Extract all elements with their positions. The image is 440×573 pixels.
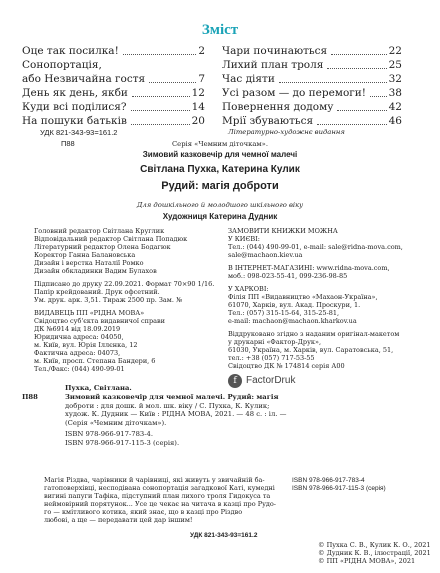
illustrator: Художниця Катерина Дудник [162, 212, 278, 221]
toc-item-title: або Незвичайна гостя [22, 73, 146, 85]
book-subtitle: Зимовий казковечір для чемної малечі [142, 150, 298, 159]
catalog-udk-footer: УДК 821-343-93=161.2 [190, 532, 258, 539]
toc-item [22, 59, 205, 72]
toc-item-page: 14 [191, 101, 205, 113]
toc-item [22, 73, 205, 86]
publisher-line: ДК №6914 від 18.09.2019 [34, 325, 121, 333]
order-line: Тел.: (044) 490-99-01, e-mail: sale@ridna-mova.com, [228, 243, 403, 251]
toc-item-title: Повернення додому [222, 101, 334, 113]
book-title: Рудий: магія доброти [161, 180, 279, 192]
toc-item-page: 25 [388, 59, 402, 71]
annotation-line: Магія Різдва, чарівники й чарівниці, які живуть у звичайній ба- [44, 476, 265, 484]
toc-item-title: Час діяти [222, 73, 275, 85]
copyright-line: © ПП «РІДНА МОВА», 2021 [318, 557, 416, 565]
toc-item-title: Усі разом — до перемоги! [222, 87, 367, 99]
order-line: У ХАРКОВІ: [228, 285, 269, 293]
print-line: Папір крейдований. Друк офсетний. [34, 288, 160, 296]
toc-item-title: Мрії збуваються [222, 115, 314, 127]
order-line: моб.: 098-023-55-41, 099-236-98-85 [228, 272, 348, 280]
catalog-line: (Серія «Чемним діточкам»). [65, 418, 167, 427]
annotation-line: неймовірний порятунок... Усе це чекає на читача в казці про Рудо- [44, 500, 277, 508]
toc-item [222, 87, 402, 100]
toc-item-page: 22 [388, 45, 402, 57]
bbk-code: П88 [61, 139, 75, 148]
credit-line: Дизайн і верстка Наталії Ромко [34, 259, 144, 267]
isbn-block [292, 477, 386, 493]
credit-line: Головний редактор Світлана Круглик [34, 227, 165, 235]
orders-block [228, 227, 428, 388]
copyright-block [318, 541, 431, 565]
order-line: Віддруковано згідно з наданим оригінал-макетом [228, 330, 400, 338]
toc-item [22, 101, 205, 114]
publisher-line: Юридична адреса: 04050, [34, 333, 124, 341]
catalog-isbn: ISBN 978-966-917-783-4. [65, 430, 154, 438]
annotation-line: го — кмітливого котика, який знає, що в казці про Різдво [44, 508, 243, 516]
credit-line: Дизайн обкладинки Вадим Булахов [34, 267, 157, 275]
toc-item-page: 32 [388, 73, 402, 85]
factor-druk-logo [228, 374, 428, 388]
isbn-line: ISBN 978-966-917-783-4 [292, 477, 365, 484]
factor-druk-icon: f [228, 374, 242, 388]
credit-line: Літературний редактор Олена Бодагюк [34, 243, 171, 251]
order-line: Тел.: (057) 315-15-64, 315-25-81, [228, 309, 340, 317]
toc-item [22, 115, 205, 128]
catalog-code: П88 [22, 393, 38, 401]
order-line: 61070, Харків, вул. Акад. Проскури, 1. [228, 301, 361, 309]
toc-item [222, 45, 402, 58]
toc-item-page: 20 [191, 115, 205, 127]
catalog-line: доброти : для дошк. й мол. шк. віку / С. Пухка, К. Кулик; [65, 401, 270, 410]
publisher-line: Тел./Факс: (044) 490-99-01 [34, 365, 125, 373]
order-line: У КИЄВІ: [228, 235, 260, 243]
toc-item-page: 7 [198, 73, 205, 85]
udk-code: УДК 821-343-93=161.2 [40, 128, 118, 137]
toc-item-title: На пошуки батьків [22, 115, 127, 127]
toc-item-page: 38 [388, 87, 402, 99]
toc-item-title: Чари починаються [222, 45, 328, 57]
toc-title: Зміст [201, 22, 239, 38]
copyright-line: © Дудник К. В., ілюстрації, 2021 [318, 549, 431, 557]
publisher-line: Свідоцтво суб'єкта видавничої справи [34, 317, 165, 325]
order-line: ЗАМОВИТИ КНИЖКИ МОЖНА [228, 227, 338, 235]
annotation-line: гатоповерхівці, несподівана сонопортація загадкової Каті, кумедні [44, 484, 275, 492]
order-line: у друкарні «Фактор-Друк», [228, 338, 322, 346]
publisher-line: ВИДАВЕЦЬ ПП «РІДНА МОВА» [34, 309, 145, 317]
toc-item-page: 2 [198, 45, 205, 57]
order-line: тел.: +38 (057) 717-53-55 [228, 354, 315, 362]
series-label: Серія «Чемним діточкам». [171, 140, 269, 148]
toc-item-title: Куди всі поділися? [22, 101, 127, 113]
toc-item-title: Лихий план троля [222, 59, 324, 71]
credits-block [34, 227, 230, 373]
toc-item-title: Оце так посилка! [22, 45, 119, 57]
order-line: sale@machaon.kiev.ua [228, 251, 303, 259]
toc-left-column [22, 45, 205, 129]
annotation-line: вигині папуги Тафіка, підступний план лихого троля Гидокуса та [44, 492, 271, 500]
order-line: Філія ПП «Видавництво «Махаон-Україна», [228, 293, 378, 301]
order-line: e-mail: machaon@machaon.kharkov.ua [228, 317, 357, 325]
toc-item [22, 45, 205, 58]
toc-item [22, 87, 205, 100]
toc-item-title: Сонопортація, [22, 59, 102, 71]
catalog-body [65, 393, 295, 447]
credit-line: Відповідальний редактор Світлана Попадюк [34, 235, 188, 243]
toc-item-page: 46 [388, 115, 402, 127]
age-label: Для дошкільного й молодшого шкільного віку [136, 201, 304, 209]
toc-item [222, 73, 402, 86]
genre-label: Літературно-художнє видання [228, 128, 345, 136]
order-line: В ІНТЕРНЕТ-МАГАЗИНІ: www.ridna-mova.com, [228, 264, 390, 272]
credit-line: Коректор Ганна Балановська [34, 251, 136, 259]
annotation-line: любові, а ще — передавати цей дар іншим! [44, 516, 193, 524]
catalog-line: Зимовий казковечір для чемної малечі. Рудий: магія [65, 393, 279, 401]
annotation [44, 476, 276, 524]
print-line: Підписано до друку 22.09.2021. Формат 70×90 1/16. [34, 280, 215, 288]
catalog-isbn: ISBN 978-966-917-115-3 (серія). [65, 438, 180, 447]
print-line: Ум. друк. арк. 3,51. Тираж 2500 пр. Зам. № [34, 296, 183, 304]
toc-item-page: 12 [191, 87, 205, 99]
order-line: 61030, Україна, м. Харків, вул. Саратовська, 51, [228, 346, 394, 354]
catalog-line: худож. К. Дудник — Київ : РІДНА МОВА, 2021. — 48 с. : іл. — [65, 410, 287, 418]
toc-right-column [222, 45, 402, 129]
publisher-line: Фактична адреса: 04073, [34, 349, 121, 357]
toc-item-page: 42 [388, 101, 402, 113]
order-line: Свідоцтво ДК № 174814 серія А00 [228, 362, 345, 370]
toc-item [222, 115, 402, 128]
toc-item-title: День як день, якби [22, 87, 128, 99]
factor-druk-name: FactorDruk [246, 375, 296, 386]
publisher-line: м. Київ, просп. Степана Бандери, 6 [34, 357, 156, 365]
isbn-line: ISBN 978-966-917-115-3 (серія) [292, 485, 386, 492]
publisher-line: м. Київ, вул. Юрія Іллєнка, 12 [34, 341, 138, 349]
book-authors: Світлана Пухка, Катерина Кулик [140, 164, 300, 175]
copyright-line: © Пухка С. В., Кулик К. О., 2021 [318, 541, 431, 549]
toc-item [222, 59, 402, 72]
toc-item [222, 101, 402, 114]
catalog-author: Пухка, Світлана. [65, 384, 132, 392]
